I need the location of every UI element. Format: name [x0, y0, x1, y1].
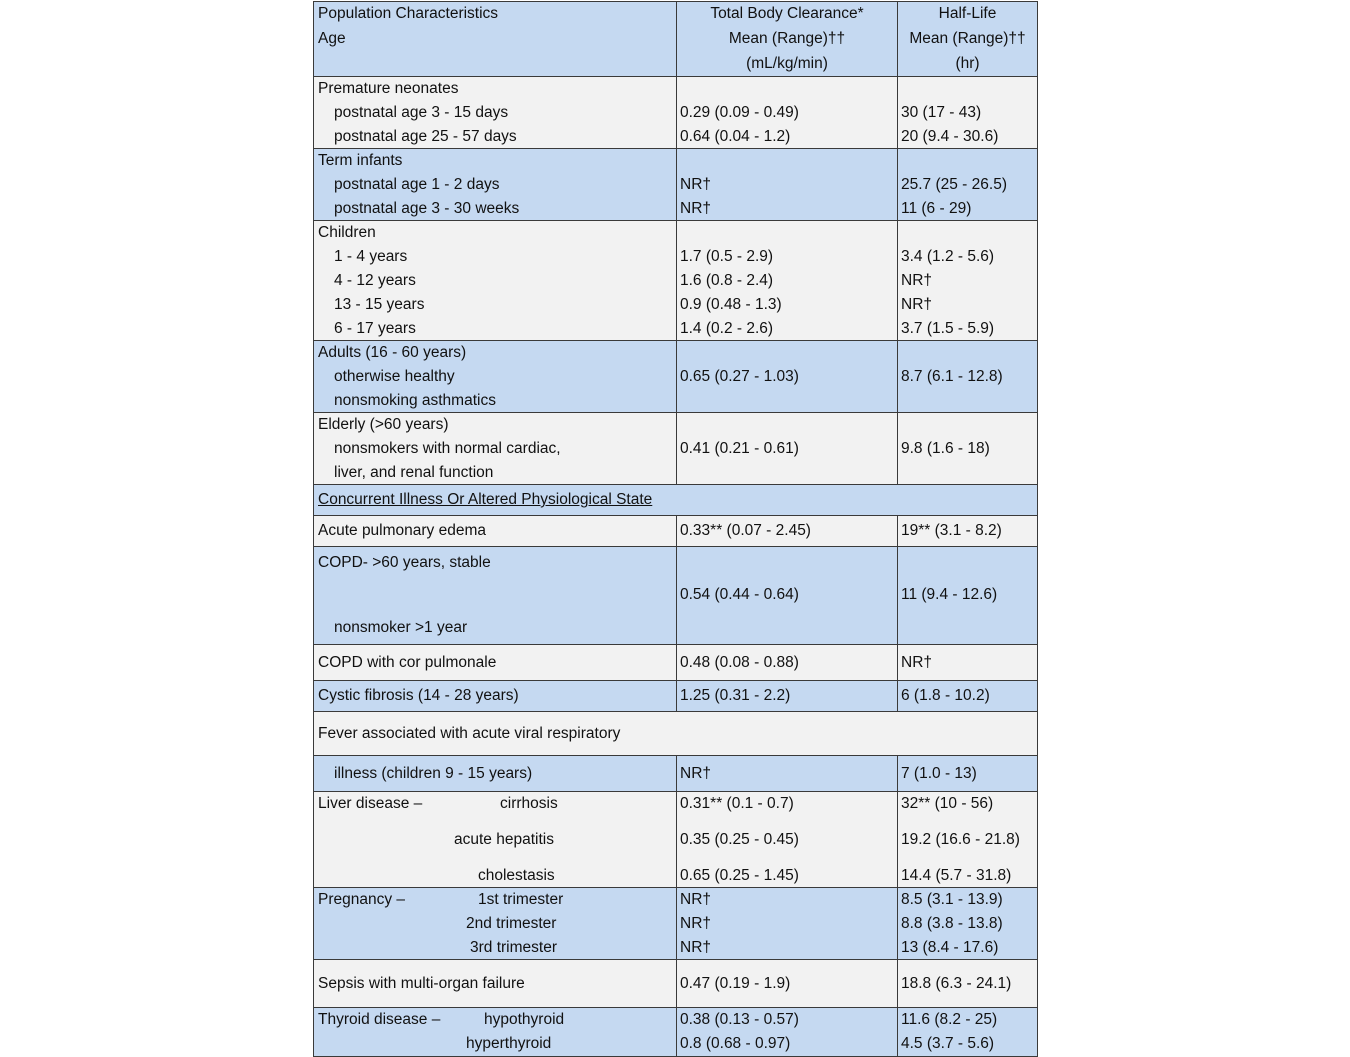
row-half-life: 11 (6 - 29) — [901, 200, 972, 217]
row-age: postnatal age 25 - 57 days — [334, 128, 517, 145]
row-sub-label: nonsmoking asthmatics — [334, 392, 496, 409]
row-clearance: 0.65 (0.27 - 1.03) — [680, 368, 799, 385]
row-half-life: 3.4 (1.2 - 5.6) — [901, 248, 995, 265]
row-acute-pulmonary-edema — [314, 515, 1037, 546]
row-fever-values — [314, 755, 1037, 791]
group-label: Elderly (>60 years) — [318, 416, 449, 433]
row-clearance: 0.54 (0.44 - 0.64) — [680, 586, 799, 603]
row-clearance: 0.65 (0.25 - 1.45) — [680, 867, 799, 884]
row-half-life: NR† — [901, 654, 933, 671]
row-clearance: 1.4 (0.2 - 2.6) — [680, 320, 774, 337]
row-clearance: NR† — [680, 765, 712, 782]
row-sepsis — [314, 959, 1037, 1007]
row-copd-cor-pulmonale — [314, 644, 1037, 680]
row-sub-label: hypothyroid — [484, 1011, 565, 1028]
row-sub-label: nonsmoker >1 year — [334, 619, 468, 636]
group-liver-disease — [314, 791, 1037, 887]
row-clearance: 0.38 (0.13 - 0.57) — [680, 1011, 799, 1028]
condition-label: Pregnancy – — [318, 891, 406, 908]
row-half-life: 11 (9.4 - 12.6) — [901, 586, 998, 603]
group-term-infants — [314, 148, 1037, 220]
header-clearance-mean-range: Mean (Range)†† — [728, 30, 846, 47]
condition-label: COPD with cor pulmonale — [318, 654, 497, 671]
row-clearance: 0.35 (0.25 - 0.45) — [680, 831, 799, 848]
table-header — [314, 2, 1037, 76]
row-age: 1 - 4 years — [334, 248, 408, 265]
row-age: 6 - 17 years — [334, 320, 416, 337]
row-half-life: 19.2 (16.6 - 21.8) — [901, 831, 1020, 848]
header-half-life-mean-range: Mean (Range)†† — [909, 30, 1026, 47]
row-half-life: 32** (10 - 56) — [901, 795, 994, 812]
row-clearance: 0.41 (0.21 - 0.61) — [680, 440, 799, 457]
section-concurrent-illness — [314, 484, 1037, 515]
condition-label: Fever associated with acute viral respiratory — [318, 725, 621, 742]
section-title: Concurrent Illness Or Altered Physiological State — [318, 491, 653, 508]
row-half-life: 30 (17 - 43) — [901, 104, 982, 121]
group-thyroid-disease — [314, 1007, 1037, 1056]
row-clearance: 0.9 (0.48 - 1.3) — [680, 296, 782, 313]
header-age: Age — [318, 30, 346, 47]
group-label: Premature neonates — [318, 80, 459, 97]
row-clearance: 0.8 (0.68 - 0.97) — [680, 1035, 791, 1052]
row-clearance: NR† — [680, 915, 712, 932]
row-clearance: NR† — [680, 939, 712, 956]
row-clearance: 1.25 (0.31 - 2.2) — [680, 687, 791, 704]
group-label: Children — [318, 224, 376, 241]
row-half-life: 8.8 (3.8 - 13.8) — [901, 915, 1003, 932]
row-sub-label: 3rd trimester — [470, 939, 557, 956]
group-premature-neonates — [314, 76, 1037, 148]
header-total-body-clearance: Total Body Clearance* — [710, 5, 864, 22]
row-clearance: NR† — [680, 176, 712, 193]
condition-label: Liver disease – — [318, 795, 423, 812]
row-clearance: 1.6 (0.8 - 2.4) — [680, 272, 774, 289]
condition-label: Acute pulmonary edema — [318, 522, 487, 539]
row-clearance: 0.29 (0.09 - 0.49) — [680, 104, 799, 121]
row-clearance: NR† — [680, 200, 712, 217]
row-clearance: 0.31** (0.1 - 0.7) — [680, 795, 794, 812]
group-label: Adults (16 - 60 years) — [318, 344, 467, 361]
group-adults — [314, 340, 1037, 412]
group-elderly — [314, 412, 1037, 484]
row-age: 13 - 15 years — [334, 296, 425, 313]
row-sub-label: acute hepatitis — [454, 831, 554, 848]
condition-label: Cystic fibrosis (14 - 28 years) — [318, 687, 519, 704]
row-sub-label: otherwise healthy — [334, 368, 455, 385]
header-half-life-units: (hr) — [955, 55, 980, 72]
condition-label: COPD- >60 years, stable — [318, 554, 491, 571]
row-half-life: 8.7 (6.1 - 12.8) — [901, 368, 1003, 385]
row-sub-label: 1st trimester — [478, 891, 564, 908]
row-copd-stable — [314, 546, 1037, 644]
row-half-life: 11.6 (8.2 - 25) — [901, 1011, 998, 1028]
group-label: Term infants — [318, 152, 403, 169]
row-clearance: 0.64 (0.04 - 1.2) — [680, 128, 791, 145]
header-population-characteristics: Population Characteristics — [318, 5, 499, 22]
row-clearance: NR† — [680, 891, 712, 908]
row-half-life: 7 (1.0 - 13) — [901, 765, 977, 782]
row-sub-label: hyperthyroid — [466, 1035, 552, 1052]
row-sub-label: nonsmokers with normal cardiac, — [334, 440, 561, 457]
row-age: 4 - 12 years — [334, 272, 416, 289]
row-sub-label: 2nd trimester — [466, 915, 557, 932]
row-half-life: 4.5 (3.7 - 5.6) — [901, 1035, 995, 1052]
condition-label: Thyroid disease – — [318, 1011, 441, 1028]
header-clearance-units: (mL/kg/min) — [746, 55, 828, 72]
row-half-life: 3.7 (1.5 - 5.9) — [901, 320, 995, 337]
row-fever-label — [314, 711, 1037, 755]
row-half-life: 6 (1.8 - 10.2) — [901, 687, 990, 704]
row-age: postnatal age 3 - 30 weeks — [334, 200, 520, 217]
row-half-life: 18.8 (6.3 - 24.1) — [901, 975, 1012, 992]
row-half-life: 19** (3.1 - 8.2) — [901, 522, 1002, 539]
group-pregnancy — [314, 887, 1037, 959]
row-half-life: 9.8 (1.6 - 18) — [901, 440, 990, 457]
row-half-life: 14.4 (5.7 - 31.8) — [901, 867, 1012, 884]
row-sub-label: cirrhosis — [500, 795, 558, 812]
row-half-life: NR† — [901, 272, 933, 289]
condition-label: Sepsis with multi-organ failure — [318, 975, 525, 992]
header-half-life: Half-Life — [938, 5, 997, 22]
row-sub-label: liver, and renal function — [334, 464, 494, 481]
row-half-life: 25.7 (25 - 26.5) — [901, 176, 1007, 193]
row-age: postnatal age 1 - 2 days — [334, 176, 500, 193]
group-children — [314, 220, 1037, 340]
row-sub-label: illness (children 9 - 15 years) — [334, 765, 533, 782]
row-clearance: 0.47 (0.19 - 1.9) — [680, 975, 791, 992]
row-half-life: 13 (8.4 - 17.6) — [901, 939, 999, 956]
row-cystic-fibrosis — [314, 680, 1037, 711]
row-half-life: NR† — [901, 296, 933, 313]
row-clearance: 1.7 (0.5 - 2.9) — [680, 248, 774, 265]
row-clearance: 0.48 (0.08 - 0.88) — [680, 654, 799, 671]
row-half-life: 20 (9.4 - 30.6) — [901, 128, 999, 145]
row-clearance: 0.33** (0.07 - 2.45) — [680, 522, 811, 539]
row-age: postnatal age 3 - 15 days — [334, 104, 509, 121]
theophylline-pharmacokinetics-table — [313, 1, 1038, 1057]
row-sub-label: cholestasis — [478, 867, 555, 884]
row-half-life: 8.5 (3.1 - 13.9) — [901, 891, 1003, 908]
